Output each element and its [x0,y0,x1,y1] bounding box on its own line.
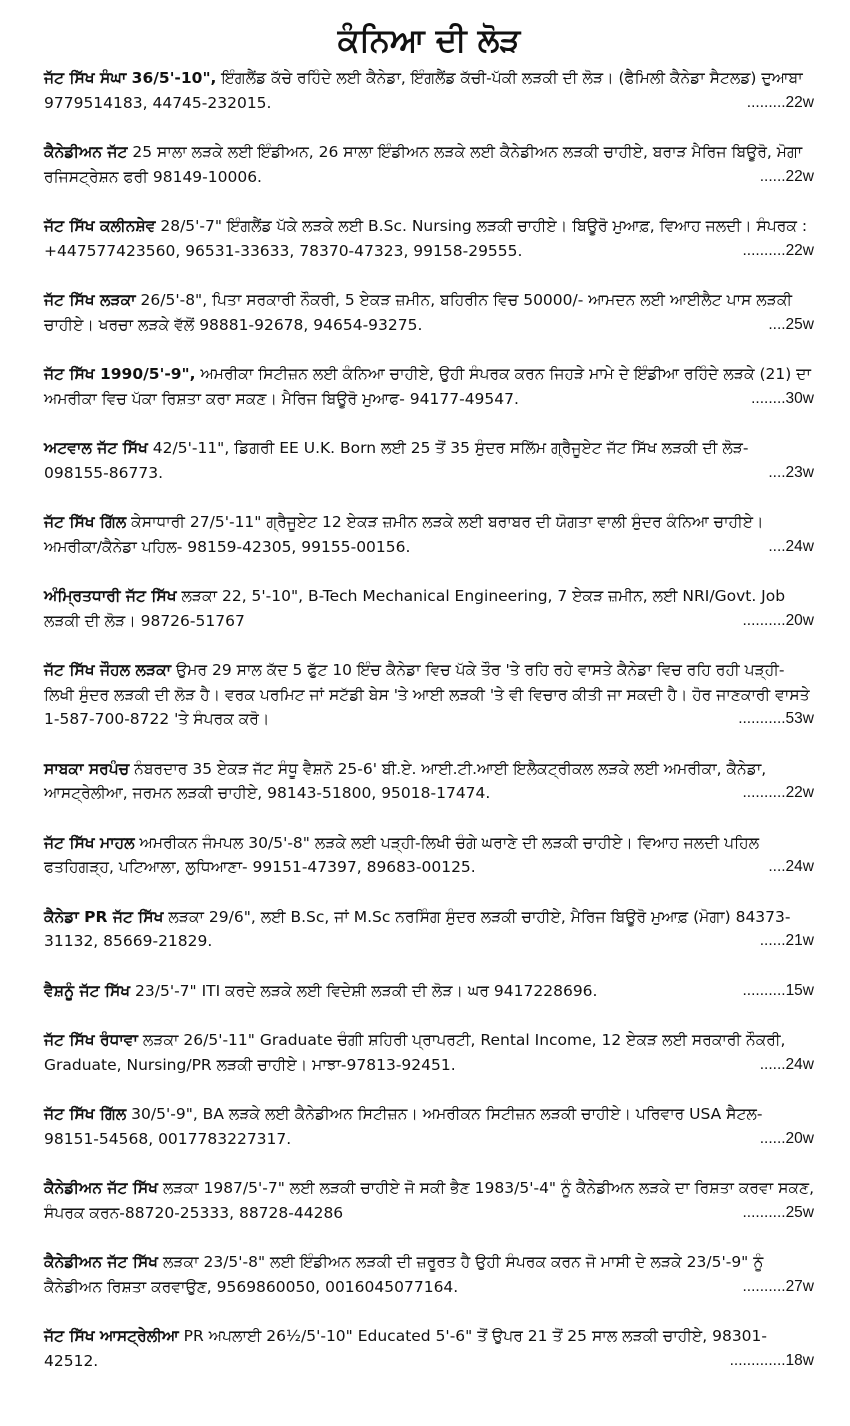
ad-text: ਲੜਕਾ 1987/5'-7" ਲਈ ਲੜਕੀ ਚਾਹੀਏ ਜੋ ਸਕੀ ਭੈਣ 1983/5'-4" ਨੂੰ ਕੈਨੇਡੀਅਨ ਲੜਕੇ ਦਾ ਰਿਸ਼ਤਾ ਕਰਵਾ ਸਕਣ, ਸੰਪਰਕ ਕਰਨ-88720-25333, 88728-44286 [44,1179,815,1222]
ad-code: ..........27w [742,1277,814,1295]
ad-heading: ਜੱਟ ਸਿੱਖ ਕਲੀਨਸ਼ੇਵ [44,217,156,235]
ad-text: ਕੇਸਾਧਾਰੀ 27/5'-11" ਗ੍ਰੈਜੂਏਟ 12 ਏਕੜ ਜ਼ਮੀਨ ਲੜਕੇ ਲਈ ਬਰਾਬਰ ਦੀ ਯੋਗਤਾ ਵਾਲੀ ਸੁੰਦਰ ਕੰਨਿਆ ਚਾਹੀਏ। ਅਮਰੀਕਾ/ਕੈਨੇਡਾ ਪਹਿਲ- 98159-42305, 99155-00156. [44,513,764,556]
classified-ad [44,288,814,337]
classified-ad [44,757,814,806]
classified-ad [44,1028,814,1077]
ad-code: ....24w [768,537,814,555]
ad-heading: ਕੈਨੇਡੀਅਨ ਜੱਟ ਸਿੱਖ [44,1179,159,1197]
ad-text: ਅਮਰੀਕਾ ਸਿਟੀਜ਼ਨ ਲਈ ਕੰਨਿਆ ਚਾਹੀਏ, ਉਹੀ ਸੰਪਰਕ ਕਰਨ ਜਿਹੜੇ ਮਾਮੇ ਦੇ ਇੰਡੀਆ ਰਹਿੰਦੇ ਲੜਕੇ (21) ਦਾ ਅਮਰੀਕਾ ਵਿਚ ਪੱਕਾ ਰਿਸ਼ਤਾ ਕਰਾ ਸਕਣ। ਮੈਰਿਜ ਬਿਊਰੋ ਮੁਆਫ- 94177-49547. [44,365,811,408]
ads-list [44,66,814,1373]
ad-heading: ਵੈਸ਼ਨੂੰ ਜੱਟ ਸਿੱਖ [44,981,131,1000]
ad-text: ਲੜਕਾ 29/6", ਲਈ B.Sc, ਜਾਂ M.Sc ਨਰਸਿੰਗ ਸੁੰਦਰ ਲੜਕੀ ਚਾਹੀਏ, ਮੈਰਿਜ ਬਿਊਰੋ ਮੁਆਫ਼ (ਮੋਗਾ) 84373-31132, 85669-21829. [44,907,791,950]
classified-ad [44,1176,814,1225]
classified-ad [44,831,814,880]
ad-heading: ਜੱਟ ਸਿੱਖ ਜੌਹਲ ਲੜਕਾ [44,661,172,679]
ad-code: ...........53w [738,710,814,727]
classified-ad [44,436,814,485]
ad-code: ........30w [751,389,814,407]
classified-ad [44,584,814,633]
ad-text: 23/5'-7" ITI ਕਰਦੇ ਲੜਕੇ ਲਈ ਵਿਦੇਸ਼ੀ ਲੜਕੀ ਦੀ ਲੋੜ। ਘਰ 9417228696. [130,981,598,1000]
ad-code: ....24w [768,858,814,875]
ad-code: .........22w [746,93,814,111]
ad-code: ......22w [759,167,814,185]
classified-ad [44,140,814,189]
ad-heading: ਸਾਬਕਾ ਸਰਪੰਚ [44,759,130,778]
classified-ad [44,510,814,559]
ad-heading: ਅਟਵਾਲ ਜੱਟ ਸਿੱਖ [44,439,148,457]
ad-heading: ਜੱਟ ਸਿੱਖ ਸੰਘਾ 36/5'-10", [44,69,217,87]
classified-ad [44,905,814,954]
ad-code: ......21w [759,932,814,949]
ad-heading: ਜੱਟ ਸਿੱਖ 1990/5'-9", [44,365,196,383]
ad-heading: ਜੱਟ ਸਿੱਖ ਗਿੱਲ [44,513,127,531]
ad-text: ਲੜਕਾ 22, 5'-10", B-Tech Mechanical Engineering, 7 ਏਕੜ ਜ਼ਮੀਨ, ਲਈ NRI/Govt. Job ਲੜਕੀ ਦੀ ਲੋੜ। 98726-51767 [44,587,786,630]
classified-ad [44,362,814,411]
ad-code: ..........15w [742,981,814,999]
ad-text: 30/5'-9", BA ਲੜਕੇ ਲਈ ਕੈਨੇਡੀਅਨ ਸਿਟੀਜ਼ਨ। ਅਮਰੀਕਨ ਸਿਟੀਜ਼ਨ ਲੜਕੀ ਚਾਹੀਏ। ਪਰਿਵਾਰ USA ਸੈਟਲ- 98151-54568, 0017783227317. [44,1105,763,1148]
ad-code: ......20w [759,1129,814,1147]
ad-text: 26/5'-8", ਪਿਤਾ ਸਰਕਾਰੀ ਨੌਕਰੀ, 5 ਏਕੜ ਜ਼ਮੀਨ, ਬਹਿਰੀਨ ਵਿਚ 50000/- ਆਮਦਨ ਲਈ ਆਈਲੈਟ ਪਾਸ ਲੜਕੀ ਚਾਹੀਏ। ਖਰਚਾ ਲੜਕੇ ਵੱਲੋਂ 98881-92678, 94654-93275. [44,291,793,334]
classified-ad [44,1102,814,1151]
ad-code: ..........22w [742,241,814,259]
ad-text: ਅਮਰੀਕਨ ਜੰਮਪਲ 30/5'-8" ਲੜਕੇ ਲਈ ਪੜ੍ਹੀ-ਲਿਖੀ ਚੰਗੇ ਘਰਾਣੇ ਦੀ ਲੜਕੀ ਚਾਹੀਏ। ਵਿਆਹ ਜਲਦੀ ਪਹਿਲ ਫਤਹਿਗੜ੍ਹ, ਪਟਿਆਲਾ, ਲੁਧਿਆਣਾ- 99151-47397, 89683-00125. [44,833,760,876]
classified-ad [44,1324,814,1373]
ad-code: ..........22w [742,784,814,801]
ad-text: ਇੰਗਲੈਂਡ ਕੱਚੇ ਰਹਿੰਦੇ ਲਈ ਕੈਨੇਡਾ, ਇੰਗਲੈਂਡ ਕੱਚੀ-ਪੱਕੀ ਲੜਕੀ ਦੀ ਲੋੜ। (ਫੈਮਿਲੀ ਕੈਨੇਡਾ ਸੈਟਲਡ) ਦੁਆਬਾ 9779514183, 44745-232015. [44,69,803,112]
classified-ad [44,658,814,732]
classified-ad [44,214,814,263]
ad-heading: ਕੈਨੇਡੀਅਨ ਜੱਟ ਸਿੱਖ [44,1253,159,1271]
ad-heading: ਜੱਟ ਸਿੱਖ ਗਿੱਲ [44,1105,127,1123]
ad-code: .............18w [729,1351,814,1369]
ad-heading: ਕੈਨੇਡੀਅਨ ਜੱਟ [44,143,128,161]
ad-text: ਉਮਰ 29 ਸਾਲ ਕੱਦ 5 ਫੁੱਟ 10 ਇੰਚ ਕੈਨੇਡਾ ਵਿਚ ਪੱਕੇ ਤੌਰ 'ਤੇ ਰਹਿ ਰਹੇ ਵਾਸਤੇ ਕੈਨੇਡਾ ਵਿਚ ਰਹਿ ਰਹੀ ਪੜ੍ਹੀ-ਲਿਖੀ ਸੁੰਦਰ ਲੜਕੀ ਦੀ ਲੋੜ ਹੈ। ਵਰਕ ਪਰਮਿਟ ਜਾਂ ਸਟੱਡੀ ਬੇਸ 'ਤੇ ਆਈ ਲੜਕੀ 'ਤੇ ਵੀ ਵਿਚਾਰ ਕੀਤੀ ਜਾ ਸਕਦੀ ਹੈ। ਹੋਰ ਜਾਣਕਾਰੀ ਵਾਸਤੇ 1-587-700-8722 'ਤੇ ਸੰਪਰਕ ਕਰੋ। [44,661,810,728]
ad-heading: ਅੰਮ੍ਰਿਤਧਾਰੀ ਜੱਟ ਸਿੱਖ [44,587,177,605]
ad-heading: ਜੱਟ ਸਿੱਖ ਆਸਟ੍ਰੇਲੀਆ [44,1327,179,1345]
ad-code: ..........20w [742,611,814,629]
ad-code: ....23w [768,463,814,481]
ad-heading: ਕੈਨੇਡਾ PR ਜੱਟ ਸਿੱਖ [44,907,164,926]
ad-text: 25 ਸਾਲਾ ਲੜਕੇ ਲਈ ਇੰਡੀਅਨ, 26 ਸਾਲਾ ਇੰਡੀਅਨ ਲੜਕੇ ਲਈ ਕੈਨੇਡੀਅਨ ਲੜਕੀ ਚਾਹੀਏ, ਬਰਾੜ ਮੈਰਿਜ ਬਿਊਰੋ, ਮੋਗਾ ਰਜਿਸਟ੍ਰੇਸ਼ਨ ਫਰੀ 98149-10006. [44,143,803,186]
classified-ad [44,66,814,115]
ad-text: ਲੜਕਾ 23/5'-8" ਲਈ ਇੰਡੀਅਨ ਲੜਕੀ ਦੀ ਜ਼ਰੂਰਤ ਹੈ ਉਹੀ ਸੰਪਰਕ ਕਰਨ ਜੋ ਮਾਸੀ ਦੇ ਲੜਕੇ 23/5'-9" ਨੂੰ ਕੈਨੇਡੀਅਨ ਰਿਸ਼ਤਾ ਕਰਵਾਉਣ, 9569860050, 0016045077164. [44,1253,764,1296]
ad-text: ਨੰਬਰਦਾਰ 35 ਏਕੜ ਜੱਟ ਸੰਧੂ ਵੈਸ਼ਨੋ 25-6' ਬੀ.ਏ. ਆਈ.ਟੀ.ਆਈ ਇਲੈਕਟ੍ਰੀਕਲ ਲੜਕੇ ਲਈ ਅਮਰੀਕਾ, ਕੈਨੇਡਾ, ਆਸਟ੍ਰੇਲੀਆ, ਜਰਮਨ ਲੜਕੀ ਚਾਹੀਏ, 98143-51800, 95018-17474. [44,759,767,802]
ad-heading: ਜੱਟ ਸਿੱਖ ਮਾਹਲ [44,833,135,852]
ad-code: ..........25w [742,1203,814,1221]
classified-ad [44,979,814,1004]
ad-text: ਲੜਕਾ 26/5'-11" Graduate ਚੰਗੀ ਸ਼ਹਿਰੀ ਪ੍ਰਾਪਰਟੀ, Rental Income, 12 ਏਕੜ ਲਈ ਸਰਕਾਰੀ ਨੌਕਰੀ, Graduate, Nursing/PR ਲੜਕੀ ਚਾਹੀਏ। ਮਾਝਾ-97813-92451. [44,1031,786,1074]
ad-text: PR ਅਪਲਾਈ 26½/5'-10" Educated 5'-6" ਤੋਂ ਉਪਰ 21 ਤੋਂ 25 ਸਾਲ ਲੜਕੀ ਚਾਹੀਏ, 98301-42512. [44,1327,767,1370]
ad-text: 42/5'-11", ਡਿਗਰੀ EE U.K. Born ਲਈ 25 ਤੋਂ 35 ਸੁੰਦਰ ਸਲਿੱਮ ਗ੍ਰੈਜੂਏਟ ਜੱਟ ਸਿੱਖ ਲੜਕੀ ਦੀ ਲੋੜ- 098155-86773. [44,439,749,482]
ad-heading: ਜੱਟ ਸਿੱਖ ਰੰਧਾਵਾ [44,1031,138,1049]
ad-code: ......24w [759,1055,814,1073]
ad-code: ....25w [768,315,814,333]
page-title: ਕੰਨਿਆ ਦੀ ਲੋੜ [337,21,521,59]
ad-text: 28/5'-7" ਇੰਗਲੈਂਡ ਪੱਕੇ ਲੜਕੇ ਲਈ B.Sc. Nursing ਲੜਕੀ ਚਾਹੀਏ। ਬਿਊਰੋ ਮੁਆਫ਼, ਵਿਆਹ ਜਲਦੀ। ਸੰਪਰਕ : +447577423560, 96531-33633, 78370-47323, 99158-29555. [44,217,808,260]
ad-heading: ਜੱਟ ਸਿੱਖ ਲੜਕਾ [44,291,136,309]
classified-ad [44,1250,814,1299]
